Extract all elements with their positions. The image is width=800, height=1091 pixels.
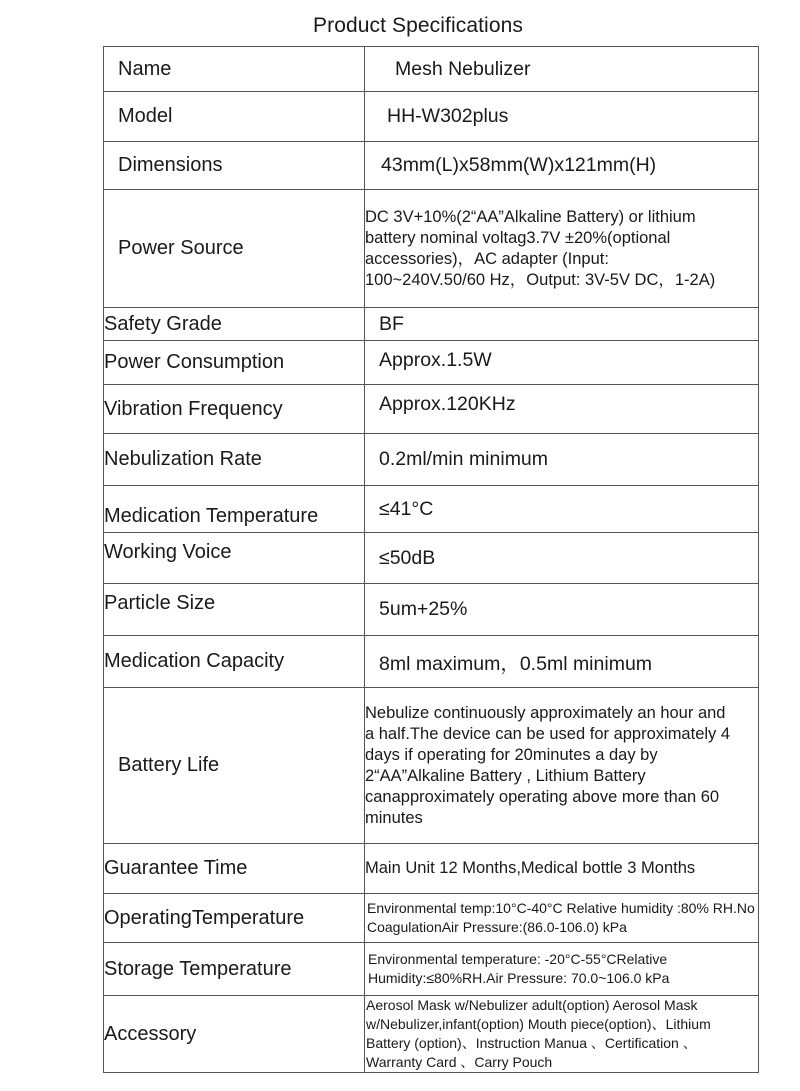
row-label: Medication Capacity — [104, 636, 365, 688]
row-value: ≤50dB — [365, 533, 759, 584]
row-value: Nebulize continuously approximately an hour and a half.The device can be used for approximately 4 days if operating for 20minutes a day by 2“AA”Alkaline Battery , Lithium Battery canapproximately operating above more than 60 minutes — [365, 688, 759, 844]
row-value: Approx.120KHz — [365, 385, 759, 434]
row-label: Safety Grade — [104, 308, 365, 341]
row-label: OperatingTemperature — [104, 894, 365, 943]
table-row — [104, 894, 759, 943]
row-label: Particle Size — [104, 584, 365, 636]
table-row — [104, 584, 759, 636]
row-label: Model — [104, 92, 365, 142]
row-value: Approx.1.5W — [365, 341, 759, 385]
table-row — [104, 142, 759, 190]
row-label: Medication Temperature — [104, 486, 365, 533]
table-row — [104, 434, 759, 486]
row-value: 0.2ml/min minimum — [365, 434, 759, 486]
row-value: Main Unit 12 Months,Medical bottle 3 Months — [365, 844, 759, 894]
row-label: Power Source — [104, 190, 365, 308]
table-row — [104, 92, 759, 142]
table-row — [104, 486, 759, 533]
row-label: Battery Life — [104, 688, 365, 844]
row-value: Environmental temp:10°C-40°C Relative humidity :80% RH.No CoagulationAir Pressure:(86.0-106.0) kPa — [365, 894, 759, 943]
table-row — [104, 190, 759, 308]
row-label: Power Consumption — [104, 341, 365, 385]
row-value: ≤41°C — [365, 486, 759, 533]
specifications-table — [103, 46, 759, 1073]
table-row — [104, 47, 759, 92]
table-row — [104, 996, 759, 1073]
row-label: Name — [104, 47, 365, 92]
row-label: Storage Temperature — [104, 943, 365, 996]
table-row — [104, 844, 759, 894]
row-label: Nebulization Rate — [104, 434, 365, 486]
table-row — [104, 341, 759, 385]
table-row — [104, 688, 759, 844]
row-label: Dimensions — [104, 142, 365, 190]
row-label: Vibration Frequency — [104, 385, 365, 434]
page-title: Product Specifications — [313, 14, 523, 37]
row-value: 43mm(L)x58mm(W)x121mm(H) — [365, 142, 759, 190]
row-value: Environmental temperature: -20°C-55°CRelative Humidity:≤80%RH.Air Pressure: 70.0~106.0 kPa — [365, 943, 759, 996]
row-value: Aerosol Mask w/Nebulizer adult(option) Aerosol Mask w/Nebulizer,infant(option) Mouth piece(option)、Lithium Battery (option)、Instruction Manua 、Certification 、 Warranty Card 、Carry Pouch — [365, 996, 759, 1073]
row-label: Guarantee Time — [104, 844, 365, 894]
row-label: Working Voice — [104, 533, 365, 584]
row-value: 8ml maximum，0.5ml minimum — [365, 636, 759, 688]
table-row — [104, 636, 759, 688]
row-value: HH-W302plus — [365, 92, 759, 142]
row-value: BF — [365, 308, 759, 341]
row-value: 5um+25% — [365, 584, 759, 636]
table-row — [104, 308, 759, 341]
row-value: Mesh Nebulizer — [365, 47, 759, 92]
table-row — [104, 385, 759, 434]
table-row — [104, 533, 759, 584]
table-row — [104, 943, 759, 996]
row-label: Accessory — [104, 996, 365, 1073]
row-value: DC 3V+10%(2“AA”Alkaline Battery) or lithium battery nominal voltag3.7V ±20%(optional accessories)，AC adapter (Input: 100~240V.50/60 Hz，Output: 3V-5V DC，1-2A) — [365, 190, 759, 308]
